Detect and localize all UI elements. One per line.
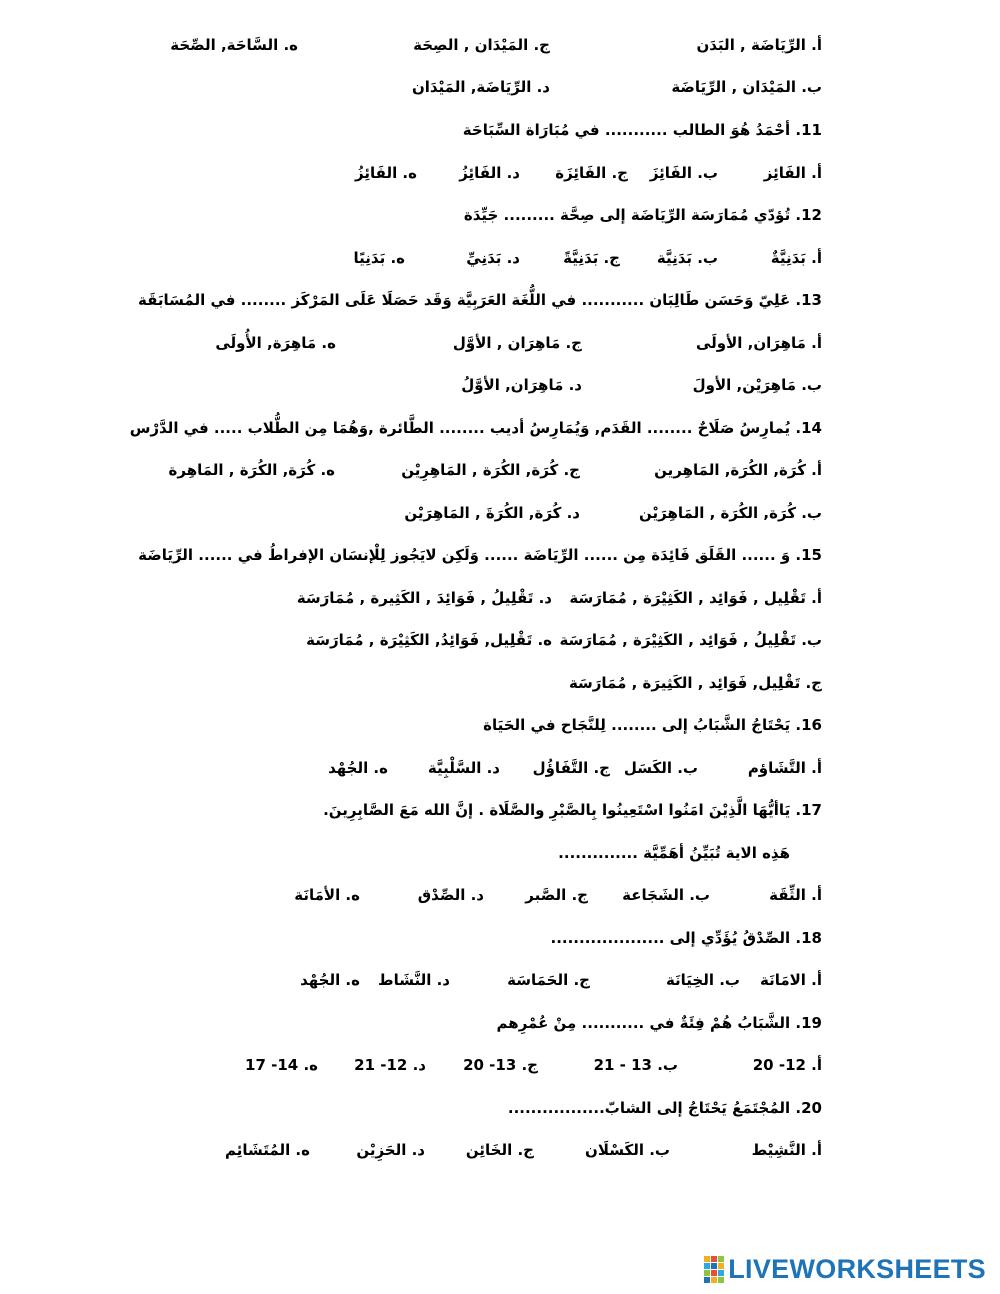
line-text: 17. يَاأيُّهَا الَّذِيْنَ امَنُوا اسْتَعِينُوا بِالصَّبْرِ والصَّلَاة . إنَّ الله مَعَ الصَّابِرِينَ. bbox=[323, 801, 822, 819]
worksheet-line bbox=[0, 753, 1000, 783]
logo-square bbox=[711, 1277, 717, 1283]
line-text: 14. يُمارِسُ صَلَاحٌ ........ القَدَم, وَيُمَارِسُ أديب ........ الطَّائرة ,وَهُمَا مِن الطُّلاب ..... في الدَّرْس bbox=[129, 419, 822, 437]
worksheet-line bbox=[0, 965, 1000, 995]
answer-option: د. السَّلْبِيَّة bbox=[427, 759, 500, 777]
worksheet-line bbox=[0, 540, 1000, 570]
logo-square bbox=[704, 1270, 710, 1276]
logo-square bbox=[718, 1270, 724, 1276]
worksheet-line bbox=[0, 72, 1000, 102]
answer-option: ج. بَدَنِيَّةً bbox=[563, 249, 620, 267]
logo-square bbox=[711, 1270, 717, 1276]
worksheet-line bbox=[0, 838, 1000, 868]
logo-text: LIVEWORKSHEETS bbox=[728, 1253, 986, 1284]
liveworksheets-logo bbox=[704, 1252, 986, 1286]
answer-option: ج. كُرَة, الكُرَة , المَاهِرِيْن bbox=[401, 461, 580, 479]
line-text: أ. كُرَة, الكُرَة, المَاهِرين bbox=[654, 461, 822, 479]
answer-option: ج. الحَمَاسَة bbox=[507, 971, 590, 989]
logo-square bbox=[704, 1256, 710, 1262]
line-text: أ. 12- 20 bbox=[752, 1056, 822, 1074]
answer-option: د. الرِّيَاضَة, المَيْدَان bbox=[411, 78, 550, 96]
worksheet-line bbox=[0, 498, 1000, 528]
line-text: أ. الثِّقَة bbox=[769, 886, 822, 904]
worksheet-line bbox=[0, 200, 1000, 230]
logo-square bbox=[704, 1263, 710, 1269]
worksheet-line bbox=[0, 923, 1000, 953]
line-text: 16. يَحْتَاجُ الشَّبَابُ إلى ........ لِلنَّجَاح في الحَيَاة bbox=[483, 716, 822, 734]
answer-option: ه. الأمَانَة bbox=[294, 886, 360, 904]
answer-option: ه. كُرَة, الكُرَة , المَاهِرة bbox=[168, 461, 335, 479]
logo-square bbox=[704, 1277, 710, 1283]
worksheet-line bbox=[0, 158, 1000, 188]
worksheet-line bbox=[0, 795, 1000, 825]
worksheet-line bbox=[0, 413, 1000, 443]
line-text: 15. وَ ...... القَلَق فَائِدَة مِن ...... الرِّيَاضَة ...... وَلَكِن لايَجُوز لِلْإنسَان الإفراطُ في ...... الرِّيَاضَة bbox=[138, 546, 822, 564]
logo-square bbox=[711, 1256, 717, 1262]
answer-option: ب. الكَسَل bbox=[623, 759, 698, 777]
logo-square bbox=[718, 1263, 724, 1269]
answer-option: ه. الجُهْد bbox=[300, 971, 360, 989]
answer-option: ج. المَيْدَان , الصِحَة bbox=[413, 36, 550, 54]
answer-option: ب. الشَجَاعة bbox=[622, 886, 710, 904]
worksheet-line bbox=[0, 668, 1000, 698]
worksheet-line bbox=[0, 30, 1000, 60]
worksheet-line bbox=[0, 1050, 1000, 1080]
answer-option: ج. مَاهِرَان , الأوَّل bbox=[452, 334, 582, 352]
worksheet-line bbox=[0, 583, 1000, 613]
worksheet-line bbox=[0, 285, 1000, 315]
line-text: 18. الصِّدْقُ يُؤَدِّي إلى .................... bbox=[550, 929, 822, 947]
answer-option: ب. الفَائِزَ bbox=[649, 164, 718, 182]
answer-option: ه. السَّاحَة, الصِّحَة bbox=[170, 36, 298, 54]
worksheet-line bbox=[0, 328, 1000, 358]
answer-option: د. الحَزِيْن bbox=[356, 1141, 425, 1159]
line-text: ج. تَقْلِيل, فَوَائِد , الكَثِيرَة , مُمَارَسَة bbox=[568, 674, 822, 692]
worksheet-line bbox=[0, 625, 1000, 655]
line-text: أ. تَقْلِيل , فَوَائِد , الكَثِيْرَة , مُمَارَسَة bbox=[569, 589, 822, 607]
answer-option: ج. 13- 20 bbox=[463, 1056, 538, 1074]
line-text: 11. أحْمَدُ هُوَ الطالب ........... في مُبَارَاة السِّبَاحَة bbox=[462, 121, 822, 139]
answer-option: د. تَقْلِيلُ , فَوَائِدَ , الكَثِيرة , مُمَارَسَة bbox=[296, 589, 552, 607]
answer-option: ج. الفَائِزَة bbox=[555, 164, 628, 182]
line-text: أ. التَّشَاؤم bbox=[747, 759, 822, 777]
logo-square bbox=[718, 1256, 724, 1262]
answer-option: ب. الخِيَانَة bbox=[665, 971, 740, 989]
worksheet-line bbox=[0, 243, 1000, 273]
line-text: أ. النَّشِيْط bbox=[751, 1141, 822, 1159]
logo-square bbox=[718, 1277, 724, 1283]
answer-option: ه. 14- 17 bbox=[245, 1056, 318, 1074]
worksheet-line bbox=[0, 710, 1000, 740]
line-text: ب. كُرَة, الكُرَة , المَاهِرَيْن bbox=[639, 504, 822, 522]
line-text: أ. مَاهِرَان, الأولَى bbox=[695, 334, 822, 352]
line-text: 19. الشَّبَابُ هُمْ فِئَةٌ في ........... مِنْ عُمْرِهم bbox=[496, 1014, 822, 1032]
line-text: أ. بَدَنِيَّةٌ bbox=[770, 249, 822, 267]
answer-option: د. الفَائِزُ bbox=[459, 164, 520, 182]
line-text: أ. الفَائِز bbox=[763, 164, 822, 182]
line-text: 13. عَلِيّ وَحَسَن طَالِبَان ........... في اللُّغَة العَرَبِيَّة وَقَد حَصَلَا عَلَى المَرْكَز ........ في المُسَابَقَة bbox=[137, 291, 822, 309]
answer-option: ب. بَدَنِيَّة bbox=[656, 249, 718, 267]
line-text: ب. مَاهِرَيْن, الأولَ bbox=[692, 376, 822, 394]
answer-option: د. مَاهِرَان, الأوَّلُ bbox=[461, 376, 582, 394]
line-text: 20. المُجْتَمَعُ يَحْتَاجُ إلى الشابّ................. bbox=[507, 1099, 822, 1117]
logo-square bbox=[711, 1263, 717, 1269]
answer-option: ه. المُتَشَائِم bbox=[224, 1141, 310, 1159]
answer-option: ج. الخَائِن bbox=[465, 1141, 534, 1159]
line-text: 12. تُؤدّي مُمَارَسَة الرِّيَاضَة إلى صِحَّة ......... جَيِّدَة bbox=[463, 206, 822, 224]
line-text: ب. تَقْلِيلُ , فَوَائِد , الكَثِيْرَة , مُمَارَسَة bbox=[559, 631, 822, 649]
answer-option: ه. الفَائِزُ bbox=[355, 164, 417, 182]
line-text: أ. الرِّيَاضَة , البَدَن bbox=[696, 36, 822, 54]
worksheet-line bbox=[0, 455, 1000, 485]
answer-option: ج. التَّفَاؤُل bbox=[532, 759, 610, 777]
answer-option: ه. تَقْلِيل, فَوَائِدُ, الكَثِيْرَة , مُمَارَسَة bbox=[306, 631, 552, 649]
answer-option: د. كُرَة, الكُرَةَ , المَاهِرَيْن bbox=[404, 504, 580, 522]
line-text: ب. المَيْدَان , الرِّيَاضَة bbox=[671, 78, 822, 96]
liveworksheets-grid-icon bbox=[704, 1256, 724, 1283]
line-text: هَذِه الاية تُبَيِّنُ أهَمِّيَّة .............. bbox=[558, 844, 790, 862]
answer-option: د. النَّشَاط bbox=[378, 971, 450, 989]
line-text: أ. الامَانَة bbox=[759, 971, 822, 989]
answer-option: ه. بَدَنِيًا bbox=[353, 249, 405, 267]
answer-option: ه. مَاهِرَة, الأُولَى bbox=[215, 334, 336, 352]
worksheet-line bbox=[0, 880, 1000, 910]
answer-option: د. بَدَنِيِّ bbox=[466, 249, 520, 267]
worksheet-line bbox=[0, 115, 1000, 145]
worksheet-line bbox=[0, 1093, 1000, 1123]
worksheet-line bbox=[0, 1008, 1000, 1038]
answer-option: ب. الكَسْلَان bbox=[585, 1141, 670, 1159]
answer-option: ه. الجُهْد bbox=[328, 759, 388, 777]
answer-option: ب. 13 - 21 bbox=[593, 1056, 678, 1074]
worksheet-line bbox=[0, 1135, 1000, 1165]
answer-option: ج. الصَّبر bbox=[525, 886, 588, 904]
answer-option: د. 12- 21 bbox=[354, 1056, 426, 1074]
worksheet-line bbox=[0, 370, 1000, 400]
answer-option: د. الصِّدْق bbox=[417, 886, 484, 904]
